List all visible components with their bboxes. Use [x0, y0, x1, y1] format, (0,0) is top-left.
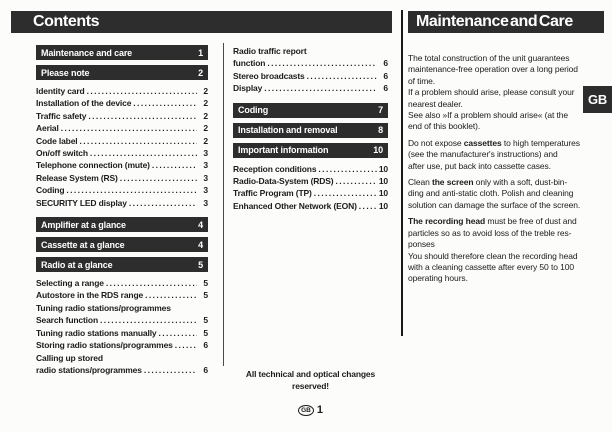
- toc-page-number: 2: [203, 98, 208, 109]
- toc-label: On/off switch: [36, 148, 88, 159]
- text-line: after use, put back into cassette cases.: [408, 160, 551, 171]
- toc-entry: [36, 289, 208, 301]
- toc-label: Cassette at a glance: [41, 239, 125, 250]
- toc-page-number: 10: [378, 176, 388, 187]
- toc-entry: [36, 172, 208, 184]
- toc-label: Important information: [238, 145, 329, 156]
- text-line: See also »If a problem should arise« (at the: [408, 110, 569, 121]
- toc-entry: [36, 302, 208, 314]
- text-line: If a problem should arise, please consult your: [408, 87, 575, 98]
- toc-page-number: 6: [383, 58, 388, 69]
- toc-entry: [36, 277, 208, 289]
- technical-note-line: All technical and optical changes: [245, 369, 376, 379]
- toc-page-number: 2: [203, 123, 208, 134]
- toc-entry: [36, 97, 208, 109]
- maintenance-title-bar: [408, 11, 604, 33]
- dot-leader: [106, 277, 197, 289]
- toc-label: Traffic safety: [36, 110, 87, 121]
- dot-leader: [100, 314, 197, 326]
- toc-page-number: 4: [198, 219, 203, 230]
- toc-page-number: 2: [203, 135, 208, 146]
- toc-label: Radio traffic report: [233, 46, 307, 56]
- page-footer: [233, 404, 388, 416]
- toc-page-number: 10: [378, 163, 388, 174]
- toc-page-number: 2: [203, 110, 208, 121]
- toc-label: Tuning radio stations manually: [36, 327, 157, 338]
- text-line: The total construction of the unit guarantees: [408, 53, 570, 63]
- toc-entry: [36, 327, 208, 339]
- toc-label: function: [233, 58, 266, 69]
- dot-leader: [120, 172, 197, 184]
- toc-section-header: [233, 123, 388, 138]
- toc-page-number: 5: [203, 290, 208, 301]
- toc-section-header: [36, 45, 208, 60]
- toc-page-number: 6: [383, 70, 388, 81]
- dot-leader: [318, 163, 376, 175]
- maintenance-body: [408, 53, 604, 285]
- toc-section-header: [36, 237, 208, 252]
- contents-page: [11, 11, 392, 421]
- text-line: The recording head must be free of dust and: [408, 216, 577, 227]
- toc-label: Please note: [41, 67, 90, 78]
- dot-leader: [152, 159, 197, 171]
- toc-label: Coding: [238, 105, 269, 116]
- text-line: ponses: [408, 239, 435, 250]
- text-line: maintenance-free operation over a long period: [408, 64, 578, 75]
- toc-entry: [233, 82, 388, 94]
- dot-leader: [264, 82, 377, 94]
- dot-leader: [145, 289, 197, 301]
- toc-label: Identity card: [36, 86, 85, 96]
- dot-leader: [88, 110, 197, 122]
- toc-entry: [233, 70, 388, 82]
- toc-entry: [233, 57, 388, 69]
- toc-entry: [36, 314, 208, 326]
- toc-entry: [36, 352, 208, 364]
- column-divider: [223, 43, 224, 366]
- dot-leader: [267, 57, 377, 69]
- toc-label: Telephone connection (mute): [36, 160, 150, 171]
- dot-leader: [133, 97, 197, 109]
- dot-leader: [307, 70, 377, 82]
- toc-entry: [233, 200, 388, 212]
- toc-entry: [36, 364, 208, 376]
- toc-label: Storing radio stations/programmes: [36, 340, 173, 351]
- dot-leader: [66, 184, 197, 196]
- gb-section-tab: [583, 86, 612, 113]
- toc-entry: [36, 135, 208, 147]
- gb-language-badge: GB: [298, 405, 314, 416]
- toc-label: Code label: [36, 135, 78, 146]
- toc-label: Selecting a range: [36, 278, 104, 289]
- toc-page-number: 7: [378, 105, 383, 116]
- toc-page-number: 2: [203, 86, 208, 96]
- toc-label: Release System (RS): [36, 172, 118, 183]
- toc-entry: [36, 110, 208, 122]
- text-line: nearest dealer.: [408, 98, 463, 109]
- toc-section-header: [233, 143, 388, 158]
- toc-label: Display: [233, 83, 263, 94]
- toc-section-header: [233, 103, 388, 118]
- technical-note: [233, 368, 388, 392]
- dot-leader: [314, 187, 377, 199]
- toc-page-number: 4: [198, 239, 203, 250]
- toc-entry: [36, 184, 208, 196]
- toc-page-number: 3: [203, 148, 208, 159]
- text-line: operating hours.: [408, 273, 468, 284]
- toc-col-2: [233, 45, 388, 212]
- page-divider: [401, 10, 403, 336]
- toc-entry: [36, 159, 208, 171]
- toc-page-number: 10: [378, 200, 388, 211]
- maintenance-page: [408, 11, 604, 421]
- dot-leader: [90, 147, 197, 159]
- toc-label: Autostore in the RDS range: [36, 290, 144, 301]
- toc-page-number: 6: [203, 364, 208, 375]
- toc-label: Stereo broadcasts: [233, 70, 305, 81]
- gb-tab-label: GB: [588, 92, 607, 107]
- toc-entry: [36, 122, 208, 134]
- text-line: with a cleaning cassette after every 50 to 100: [408, 261, 574, 272]
- toc-page-number: 3: [203, 197, 208, 208]
- toc-label: Radio-Data-System (RDS): [233, 176, 334, 187]
- dot-leader: [175, 339, 197, 351]
- dot-leader: [335, 175, 376, 187]
- text-line: of time.: [408, 75, 436, 86]
- toc-label: Aerial: [36, 123, 59, 134]
- toc-page-number: 5: [203, 327, 208, 338]
- dot-leader: [79, 135, 197, 147]
- toc-entry: [36, 339, 208, 351]
- toc-label: Maintenance and care: [41, 47, 133, 58]
- dot-leader: [87, 85, 197, 97]
- toc-page-number: 6: [383, 83, 388, 94]
- toc-section-header: [36, 217, 208, 232]
- toc-page-number: 5: [203, 278, 208, 289]
- toc-label: Radio at a glance: [41, 259, 113, 270]
- toc-label: Calling up stored: [36, 352, 103, 363]
- page-number: 1: [316, 404, 323, 416]
- maintenance-page-title: Maintenance and Care: [416, 13, 573, 30]
- toc-entry: [233, 175, 388, 187]
- toc-page-number: 3: [203, 172, 208, 183]
- toc-col-1: [36, 45, 208, 376]
- text-line: end of this booklet).: [408, 121, 481, 132]
- toc-page-number: 6: [203, 340, 208, 351]
- toc-label: Installation and removal: [238, 125, 338, 136]
- toc-page-number: 5: [203, 315, 208, 326]
- toc-entry: [233, 45, 388, 57]
- toc-entry: [36, 85, 208, 97]
- technical-note-line: reserved!: [292, 381, 329, 391]
- toc-label: Coding: [36, 185, 65, 196]
- text-line: Do not expose cassettes to high temperatures: [408, 137, 580, 148]
- paragraph: [408, 53, 604, 133]
- contents-title-bar: [11, 11, 392, 33]
- dot-leader: [144, 364, 197, 376]
- toc-label: Tuning radio stations/programmes: [36, 302, 171, 313]
- text-line: ding and anti-static cloth. Polish and cleaning: [408, 188, 574, 199]
- text-line: solution can damage the surface of the screen.: [408, 199, 581, 210]
- toc-section-header: [36, 65, 208, 80]
- toc-entry: [36, 147, 208, 159]
- toc-label: Amplifier at a glance: [41, 219, 126, 230]
- toc-page-number: 3: [203, 185, 208, 196]
- toc-page-number: 10: [378, 188, 388, 199]
- toc-page-number: 1: [198, 47, 203, 58]
- toc-section-header: [36, 257, 208, 272]
- toc-label: Traffic Program (TP): [233, 188, 312, 199]
- toc-page-number: 3: [203, 160, 208, 171]
- paragraph: [408, 177, 604, 211]
- toc-page-number: 5: [198, 259, 203, 270]
- dot-leader: [359, 200, 377, 212]
- toc-label: Search function: [36, 315, 98, 326]
- toc-label: SECURITY LED display: [36, 197, 127, 208]
- dot-leader: [61, 122, 197, 134]
- paragraph: [408, 138, 604, 172]
- paragraph: [408, 216, 604, 284]
- toc-label: Reception conditions: [233, 163, 317, 174]
- toc-page-number: 10: [373, 145, 383, 156]
- text-line: (see the manufacturer's instructions) and: [408, 149, 558, 160]
- dot-leader: [159, 327, 198, 339]
- dot-leader: [129, 197, 197, 209]
- contents-page-title: Contents: [33, 13, 100, 30]
- toc-entry: [233, 163, 388, 175]
- toc-label: Enhanced Other Network (EON): [233, 200, 357, 211]
- text-line: particles so as to avoid loss of the treble res-: [408, 227, 572, 238]
- toc-entry: [233, 187, 388, 199]
- text-line: Clean the screen only with a soft, dust-bin-: [408, 177, 568, 188]
- toc-entry: [36, 197, 208, 209]
- toc-label: radio stations/programmes: [36, 364, 142, 375]
- toc-page-number: 2: [198, 67, 203, 78]
- text-line: You should therefore clean the recording head: [408, 250, 578, 261]
- toc-label: Installation of the device: [36, 98, 132, 109]
- toc-page-number: 8: [378, 125, 383, 136]
